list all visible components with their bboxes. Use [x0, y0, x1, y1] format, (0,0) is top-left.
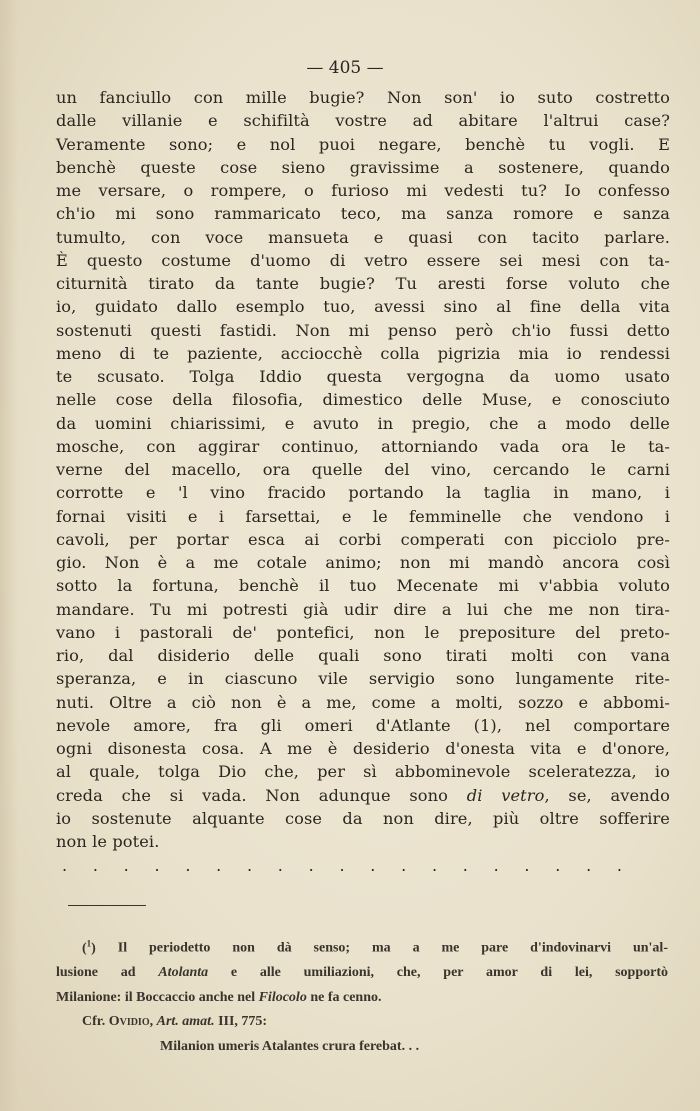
text-segment: verne del macello, ora quelle del vino, cercando le carni — [56, 460, 670, 479]
text-line — [56, 784, 670, 807]
text-line — [56, 830, 670, 853]
text-segment: me versare, o rompere, o furioso mi vedesti tu? Io confesso — [56, 181, 670, 200]
text-segment: nuti. Oltre a ciò non è a me, come a molti, sozzo e abbomi- — [56, 692, 670, 712]
text-line — [56, 598, 670, 621]
text-line — [56, 156, 670, 179]
text-line — [56, 249, 670, 272]
text-segment: meno di te paziente, acciocchè colla pigrizia mia io rendessi — [56, 343, 670, 363]
text-segment: , se, avendo — [544, 785, 670, 805]
text-segment: nevole amore, fra gli omeri d'Atlante (1), nel comportare — [56, 715, 670, 735]
text-line — [56, 807, 670, 830]
footnote-line — [56, 961, 668, 986]
text-line — [56, 551, 670, 574]
text-segment: io sostenute alquante cose da non dire, più oltre sofferire — [56, 808, 670, 828]
ellipsis-dot: . — [493, 856, 499, 875]
text-line — [56, 435, 670, 458]
text-segment: creda che si vada. Non adunque sono — [56, 785, 467, 805]
italic-text: Art. amat. — [156, 1014, 215, 1030]
ellipsis-dot: . — [62, 856, 68, 875]
ellipsis-dot: . — [339, 856, 345, 875]
text-line — [56, 388, 670, 411]
text-segment: e alle umiliazioni, che, per amor di lei, sopportò — [208, 965, 668, 981]
text-segment: te scusato. Tolga Iddio questa vergogna da uomo usato — [56, 367, 670, 386]
text-segment: speranza, e in ciascuno vile servigio sono lungamente rite- — [56, 669, 670, 689]
text-line — [56, 458, 670, 481]
footnote-quote: Milanion umeris Atalantes crura ferebat. . . — [160, 1038, 420, 1054]
italic-text: Atolanta — [158, 965, 209, 981]
ellipsis-dot: . — [586, 856, 592, 875]
ellipsis-dot: . — [401, 856, 407, 875]
text-segment: mosche, con aggirar continuo, attorniando vada ora le ta- — [56, 436, 670, 456]
text-segment: lusione ad — [56, 965, 159, 981]
text-segment: un fanciullo con mille bugie? Non son' io suto costretto — [56, 88, 670, 107]
main-text — [56, 86, 670, 853]
text-line — [56, 621, 670, 644]
text-segment: corrotte e 'l vino fracido portando la taglia in mano, i — [56, 483, 670, 503]
text-line — [56, 574, 670, 597]
text-segment: fornai visiti e i farsettai, e le femminelle che vendono i — [56, 506, 670, 526]
text-segment: da uomini chiarissimi, e avuto in pregio, che a modo delle — [56, 413, 670, 433]
text-segment: sostenuti questi fastidi. Non mi penso però ch'io fussi detto — [56, 320, 670, 340]
text-line — [56, 319, 670, 342]
text-segment: nelle cose della filosofia, dimestico delle Muse, e conosciuto — [56, 390, 670, 410]
text-line — [56, 667, 670, 690]
text-segment: sotto la fortuna, benchè il tuo Mecenate mi v'abbia voluto — [56, 576, 670, 596]
ellipsis-dot: . — [92, 856, 98, 875]
ellipsis-dot: . — [524, 856, 530, 875]
page-edge-shadow — [0, 0, 18, 1111]
text-segment: vano i pastorali de' pontefici, non le prepositure del preto- — [56, 622, 670, 642]
text-segment: non le potei. — [56, 832, 160, 851]
ellipsis-dot: . — [555, 856, 561, 875]
ellipsis-dot: . — [216, 856, 222, 875]
text-line — [56, 691, 670, 714]
text-line — [56, 505, 670, 528]
footnote-separator — [68, 905, 146, 906]
text-segment: Il periodetto non dà senso; ma a me pare d'indovinarvi un'al- — [95, 940, 668, 956]
text-line — [56, 202, 670, 225]
text-line — [56, 179, 670, 202]
text-segment: citurnità tirato da tante bugie? Tu aresti forse voluto che — [56, 274, 670, 293]
ellipsis-dot: . — [616, 856, 622, 875]
text-line — [56, 714, 670, 737]
text-line — [56, 272, 670, 295]
text-line — [56, 760, 670, 783]
ellipsis-dot: . — [431, 856, 438, 875]
text-segment: Cfr. — [82, 1014, 109, 1030]
ellipsis-dot: . — [123, 856, 129, 875]
text-segment: mandare. Tu mi potresti già udir dire a lui che me non tira- — [56, 599, 670, 619]
text-line — [56, 644, 670, 667]
text-line — [56, 86, 670, 109]
text-line — [56, 528, 670, 551]
text-segment: Veramente sono; e nol puoi negare, benchè tu vogli. E — [56, 134, 670, 154]
text-line — [56, 481, 670, 504]
footnote-line — [56, 931, 668, 961]
text-segment: Milanione: il Boccaccio anche nel — [56, 989, 259, 1005]
ellipsis-dot: . — [185, 856, 191, 875]
text-segment: tumulto, con voce mansueta e quasi con tacito parlare. — [56, 227, 670, 247]
ellipsis-dot: . — [277, 856, 283, 875]
text-segment: ne fa cenno. — [306, 989, 382, 1005]
text-line — [56, 412, 670, 435]
text-segment: , — [149, 1014, 157, 1030]
ellipsis-dot: . — [462, 856, 468, 875]
footnotes — [56, 931, 668, 1059]
ellipsis-dot: . — [246, 856, 253, 875]
ellipsis-dot: . — [308, 856, 314, 875]
text-segment: al quale, tolga Dio che, per sì abbominevole sceleratezza, io — [56, 762, 670, 782]
text-line — [56, 737, 670, 760]
ellipsis-row — [62, 856, 622, 875]
text-segment: È questo costume d'uomo di vetro essere sei mesi con ta- — [56, 250, 670, 270]
text-line — [56, 226, 670, 249]
text-line — [56, 109, 670, 132]
footnote-line — [56, 986, 668, 1011]
text-segment: ogni disonesta cosa. A me è desiderio d'onesta vita e d'onore, — [56, 739, 670, 758]
footnote-marker: ($^1$) — [82, 938, 96, 956]
text-segment: gio. Non è a me cotale animo; non mi mandò ancora così — [56, 553, 670, 572]
text-line — [56, 133, 670, 156]
text-segment: io, guidato dallo esemplo tuo, avessi sino al fine della vita — [56, 297, 670, 317]
ellipsis-dot: . — [154, 856, 160, 875]
text-segment: cavoli, per portar esca ai corbi comperati con picciolo pre- — [56, 529, 670, 549]
text-line — [56, 342, 670, 365]
italic-text: di vetro — [466, 785, 545, 805]
footnote-citation — [56, 1010, 668, 1035]
text-segment: Ovidio — [108, 1014, 150, 1030]
italic-text: Filocolo — [258, 989, 307, 1005]
text-segment: ch'io mi sono rammaricato teco, ma sanza romore e sanza — [56, 204, 670, 224]
text-segment: benchè queste cose sieno gravissime a sostenere, quando — [56, 157, 670, 177]
text-line — [56, 365, 670, 388]
text-segment: rio, dal disiderio delle quali sono tirati molti con vana — [56, 646, 670, 665]
text-segment: dalle villanie e schifiltà vostre ad abitare l'altrui case? — [56, 111, 670, 131]
text-line — [56, 295, 670, 318]
ellipsis-dot: . — [370, 856, 376, 875]
text-segment: III, 775: — [214, 1014, 268, 1030]
page-number: — 405 — — [306, 58, 384, 78]
